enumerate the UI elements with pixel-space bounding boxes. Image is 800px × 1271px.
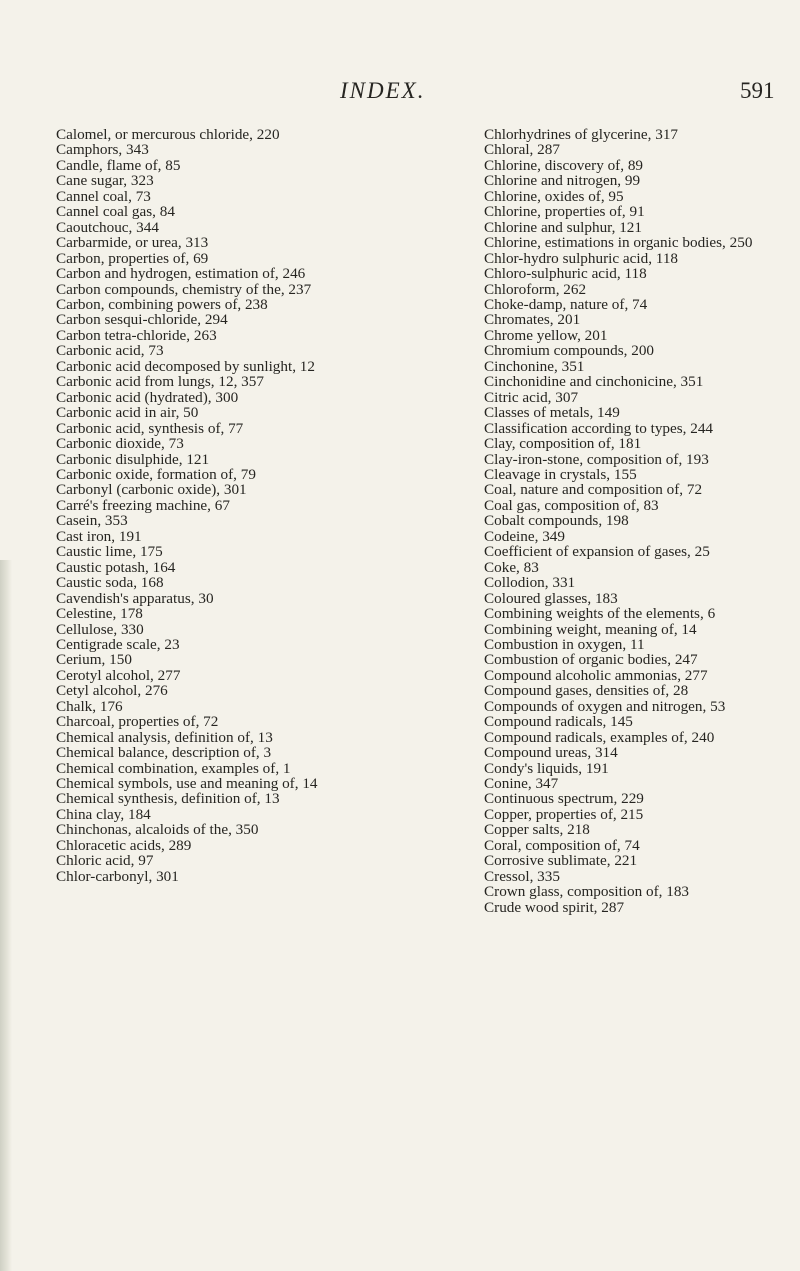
index-entry: Coke, 83 [484, 558, 539, 576]
index-entry: Chinchonas, alcaloids of the, 350 [56, 821, 259, 839]
page-title: INDEX. [340, 78, 426, 103]
index-entry: Copper salts, 218 [484, 821, 590, 839]
index-entry: Citric acid, 307 [484, 388, 579, 406]
index-entry: Chalk, 176 [56, 697, 123, 715]
index-entry: Carbonyl (carbonic oxide), 301 [56, 481, 247, 499]
index-entry: Choke-damp, nature of, 74 [484, 295, 648, 313]
index-entry: Chemical synthesis, definition of, 13 [56, 790, 280, 808]
index-entry: Coal gas, composition of, 83 [484, 496, 659, 514]
index-entry: Chlorine and sulphur, 121 [484, 218, 642, 236]
index-entry: Coloured glasses, 183 [484, 589, 618, 607]
index-entry: Compound alcoholic ammonias, 277 [484, 666, 708, 684]
index-entry: Carbarmide, or urea, 313 [56, 234, 209, 252]
index-entry: Candle, flame of, 85 [56, 156, 181, 174]
index-entry: Clay, composition of, 181 [484, 435, 642, 453]
index-entry: Chloric acid, 97 [56, 852, 154, 870]
index-entry: Combining weight, meaning of, 14 [484, 620, 697, 638]
index-entry: Chloral, 287 [484, 141, 560, 159]
page-header [0, 78, 800, 118]
index-entry: Chlor-hydro sulphuric acid, 118 [484, 249, 679, 267]
index-entry: Carbonic oxide, formation of, 79 [56, 465, 256, 483]
index-entry: Codeine, 349 [484, 527, 565, 545]
index-entry: Classification according to types, 244 [484, 419, 714, 437]
index-entry: Condy's liquids, 191 [484, 759, 609, 777]
index-entry: Carbon, combining powers of, 238 [56, 295, 268, 313]
index-entry: China clay, 184 [56, 805, 151, 823]
index-entry: Calomel, or mercurous chloride, 220 [56, 126, 280, 143]
index-entry: Cobalt compounds, 198 [484, 512, 629, 530]
index-entry: Carbonic acid, synthesis of, 77 [56, 419, 244, 437]
index-entry: Compound ureas, 314 [484, 744, 618, 762]
index-entry: Cavendish's apparatus, 30 [56, 589, 214, 607]
index-entry: Carbonic acid decomposed by sunlight, 12 [56, 357, 315, 375]
index-entry: Chlorine, properties of, 91 [484, 203, 645, 221]
index-entry: Copper, properties of, 215 [484, 805, 644, 823]
index-entry: Chromium compounds, 200 [484, 342, 655, 360]
index-entry: Collodion, 331 [484, 574, 576, 592]
index-entry: Caustic lime, 175 [56, 543, 163, 561]
index-entry: Casein, 353 [56, 512, 128, 530]
index-column-right [484, 127, 774, 915]
index-entry: Chloracetic acids, 289 [56, 836, 192, 854]
index-entry: Cetyl alcohol, 276 [56, 682, 168, 700]
index-entry: Combining weights of the elements, 6 [484, 605, 716, 623]
index-entry: Camphors, 343 [56, 141, 149, 159]
index-entry: Chrome yellow, 201 [484, 326, 608, 344]
index-entry: Carbon tetra-chloride, 263 [56, 326, 217, 344]
index-entry: Carbonic disulphide, 121 [56, 450, 210, 468]
index-entry: Chlorhydrines of glycerine, 317 [484, 126, 679, 143]
index-entry: Chromates, 201 [484, 311, 581, 329]
index-entry: Caoutchouc, 344 [56, 218, 159, 236]
index-entry: Chemical combination, examples of, 1 [56, 759, 291, 777]
index-entry: Caustic potash, 164 [56, 558, 176, 576]
index-entry: Compound radicals, 145 [484, 713, 633, 731]
index-entry: Conine, 347 [484, 775, 559, 793]
index-entry: Compounds of oxygen and nitrogen, 53 [484, 697, 726, 715]
page-number: 591 [740, 78, 775, 103]
index-column-left [56, 127, 376, 884]
index-entry: Corrosive sublimate, 221 [484, 852, 638, 870]
index-entry: Chloroform, 262 [484, 280, 587, 298]
index-entry: Carbon sesqui-chloride, 294 [56, 311, 228, 329]
index-entry: Combustion of organic bodies, 247 [484, 651, 698, 669]
index-entry: Continuous spectrum, 229 [484, 790, 644, 808]
index-entry: Carbon compounds, chemistry of the, 237 [56, 280, 312, 298]
index-entry: Compound gases, densities of, 28 [484, 682, 689, 700]
index-entry: Crude wood spirit, 287 [484, 898, 625, 916]
index-entry: Cinchonine, 351 [484, 357, 585, 375]
index-entry: Cressol, 335 [484, 867, 560, 885]
index-entry: Cerium, 150 [56, 651, 132, 669]
index-entry: Cleavage in crystals, 155 [484, 465, 637, 483]
index-entry: Carré's freezing machine, 67 [56, 496, 230, 514]
index-entry: Crown glass, composition of, 183 [484, 883, 690, 901]
index-entry: Chlorine, discovery of, 89 [484, 156, 644, 174]
index-entry: Carbon and hydrogen, estimation of, 246 [56, 265, 306, 283]
index-entry: Caustic soda, 168 [56, 574, 164, 592]
index-entry: Chlorine, estimations in organic bodies, 250 [484, 234, 753, 252]
page-edge-shadow [0, 560, 12, 1271]
index-entry: Carbonic acid, 73 [56, 342, 164, 360]
index-entry: Carbonic dioxide, 73 [56, 435, 184, 453]
index-entry: Compound radicals, examples of, 240 [484, 728, 715, 746]
index-entry: Coefficient of expansion of gases, 25 [484, 543, 710, 561]
index-entry: Carbon, properties of, 69 [56, 249, 209, 267]
index-entry: Chemical balance, description of, 3 [56, 744, 272, 762]
index-entry: Carbonic acid in air, 50 [56, 404, 199, 422]
index-entry: Combustion in oxygen, 11 [484, 635, 645, 653]
index-entry: Charcoal, properties of, 72 [56, 713, 219, 731]
index-entry: Cane sugar, 323 [56, 172, 154, 190]
index-entry: Cellulose, 330 [56, 620, 144, 638]
index-entry: Carbonic acid (hydrated), 300 [56, 388, 239, 406]
index-entry: Chloro-sulphuric acid, 118 [484, 265, 647, 283]
index-entry: Cinchonidine and cinchonicine, 351 [484, 373, 704, 391]
index-entry: Coal, nature and composition of, 72 [484, 481, 703, 499]
index-entry: Chlorine, oxides of, 95 [484, 187, 624, 205]
index-entry: Centigrade scale, 23 [56, 635, 180, 653]
index-entry: Cerotyl alcohol, 277 [56, 666, 181, 684]
index-entry: Chemical analysis, definition of, 13 [56, 728, 273, 746]
index-entry: Chlor-carbonyl, 301 [56, 867, 179, 885]
index-entry: Chlorine and nitrogen, 99 [484, 172, 641, 190]
index-entry: Coral, composition of, 74 [484, 836, 640, 854]
index-entry: Cannel coal gas, 84 [56, 203, 175, 221]
index-entry: Chemical symbols, use and meaning of, 14 [56, 775, 318, 793]
index-entry: Clay-iron-stone, composition of, 193 [484, 450, 709, 468]
index-entry: Cannel coal, 73 [56, 187, 151, 205]
index-entry: Carbonic acid from lungs, 12, 357 [56, 373, 264, 391]
index-entry: Celestine, 178 [56, 605, 143, 623]
index-entry: Cast iron, 191 [56, 527, 142, 545]
index-entry: Classes of metals, 149 [484, 404, 620, 422]
